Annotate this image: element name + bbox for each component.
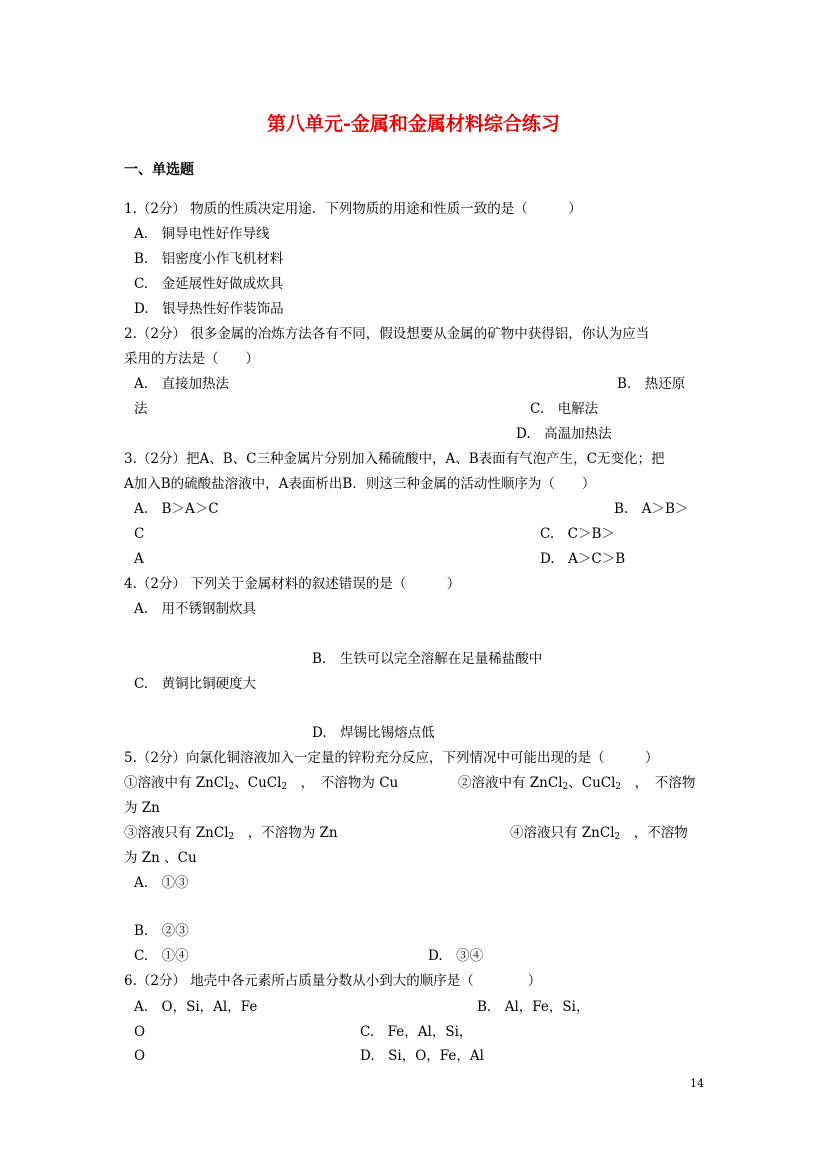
question-1-option-d: D. 银导热性好作装饰品	[134, 301, 284, 317]
question-3-stem-cont: A加入B的硫酸盐溶液中，A表面析出B．则这三种金属的活动性顺序为（ ）	[124, 476, 596, 492]
question-5-statement-4: ④溶液只有 ZnCl$_2$ ，不溶物	[510, 825, 688, 842]
question-6-option-c: C. Fe，Al，Si，	[360, 1024, 473, 1040]
question-6-option-b-cont: O	[134, 1024, 146, 1040]
question-5-statement-4-cont: 为 Zn 、Cu	[124, 850, 197, 866]
question-2-option-b: B. 热还原	[617, 376, 686, 392]
question-6-option-c-cont: O	[134, 1048, 146, 1064]
question-4-stem: 4.（2分） 下列关于金属材料的叙述错误的是（ ）	[124, 576, 461, 592]
page-number: 14	[690, 1077, 704, 1090]
question-2-option-a: A. 直接加热法	[134, 376, 230, 392]
question-3-option-c-cont: A	[134, 551, 144, 567]
question-2-option-d: D. 高温加热法	[516, 426, 612, 442]
question-6-option-d: D. Si，O，Fe，Al	[360, 1048, 484, 1064]
question-5-option-d: D. ③④	[428, 948, 484, 964]
question-5-option-a: A. ①③	[134, 875, 189, 891]
question-1-stem: 1.（2分） 物质的性质决定用途．下列物质的用途和性质一致的是（ ）	[124, 201, 582, 217]
question-2-stem-cont: 采用的方法是（ ）	[124, 351, 259, 367]
question-5-statement-1: ①溶液中有 ZnCl$_2$、CuCl$_2$ ， 不溶物为 Cu	[124, 775, 399, 792]
question-4-option-d: D. 焊锡比锡熔点低	[312, 725, 435, 741]
question-3-option-d: D. A＞C＞B	[540, 551, 626, 567]
question-3-stem: 3.（2分）把A、B、C三种金属片分别加入稀硫酸中，A、B表面有气泡产生，C无变化；把	[124, 451, 665, 467]
page-title: 第八单元-金属和金属材料综合练习	[267, 113, 560, 135]
question-4-option-a: A. 用不锈钢制炊具	[134, 601, 257, 617]
question-1-option-c: C. 金延展性好做成炊具	[134, 276, 284, 292]
question-2-stem: 2.（2分） 很多金属的冶炼方法各有不同，假设想要从金属的矿物中获得铝，你认为应当	[124, 326, 650, 342]
question-5-statement-3: ③溶液只有 ZnCl$_2$ ，不溶物为 Zn	[124, 825, 338, 842]
question-4-option-c: C. 黄铜比铜硬度大	[134, 676, 257, 692]
question-1-option-a: A. 铜导电性好作导线	[134, 226, 270, 242]
question-5-statement-2-cont: 为 Zn	[124, 800, 160, 816]
question-5-statement-2: ②溶液中有 ZnCl$_2$、CuCl$_2$ ， 不溶物	[458, 775, 696, 792]
question-3-option-a: A. B＞A＞C	[134, 501, 219, 517]
question-6-option-b: B. Al，Fe，Si，	[477, 999, 590, 1015]
question-2-option-c: C. 电解法	[530, 401, 599, 417]
question-1-option-b: B. 铝密度小作飞机材料	[134, 251, 284, 267]
question-3-option-b-cont: C	[134, 526, 145, 542]
question-5-stem: 5.（2分）向氯化铜溶液加入一定量的锌粉充分反应，下列情况中可能出现的是（ ）	[124, 750, 659, 766]
question-2-option-b-cont: 法	[134, 401, 148, 417]
section-heading: 一、单选题	[124, 162, 194, 178]
question-5-option-c: C. ①④	[134, 948, 189, 964]
question-4-option-b: B. 生铁可以完全溶解在足量稀盐酸中	[312, 651, 543, 667]
question-3-option-b: B. A＞B＞	[614, 501, 689, 517]
question-6-option-a: A. O，Si，Al，Fe	[134, 999, 258, 1015]
question-5-option-b: B. ②③	[134, 923, 189, 939]
question-6-stem: 6.（2分） 地壳中各元素所占质量分数从小到大的顺序是（ ）	[124, 973, 542, 989]
question-3-option-c: C. C＞B＞	[540, 526, 615, 542]
